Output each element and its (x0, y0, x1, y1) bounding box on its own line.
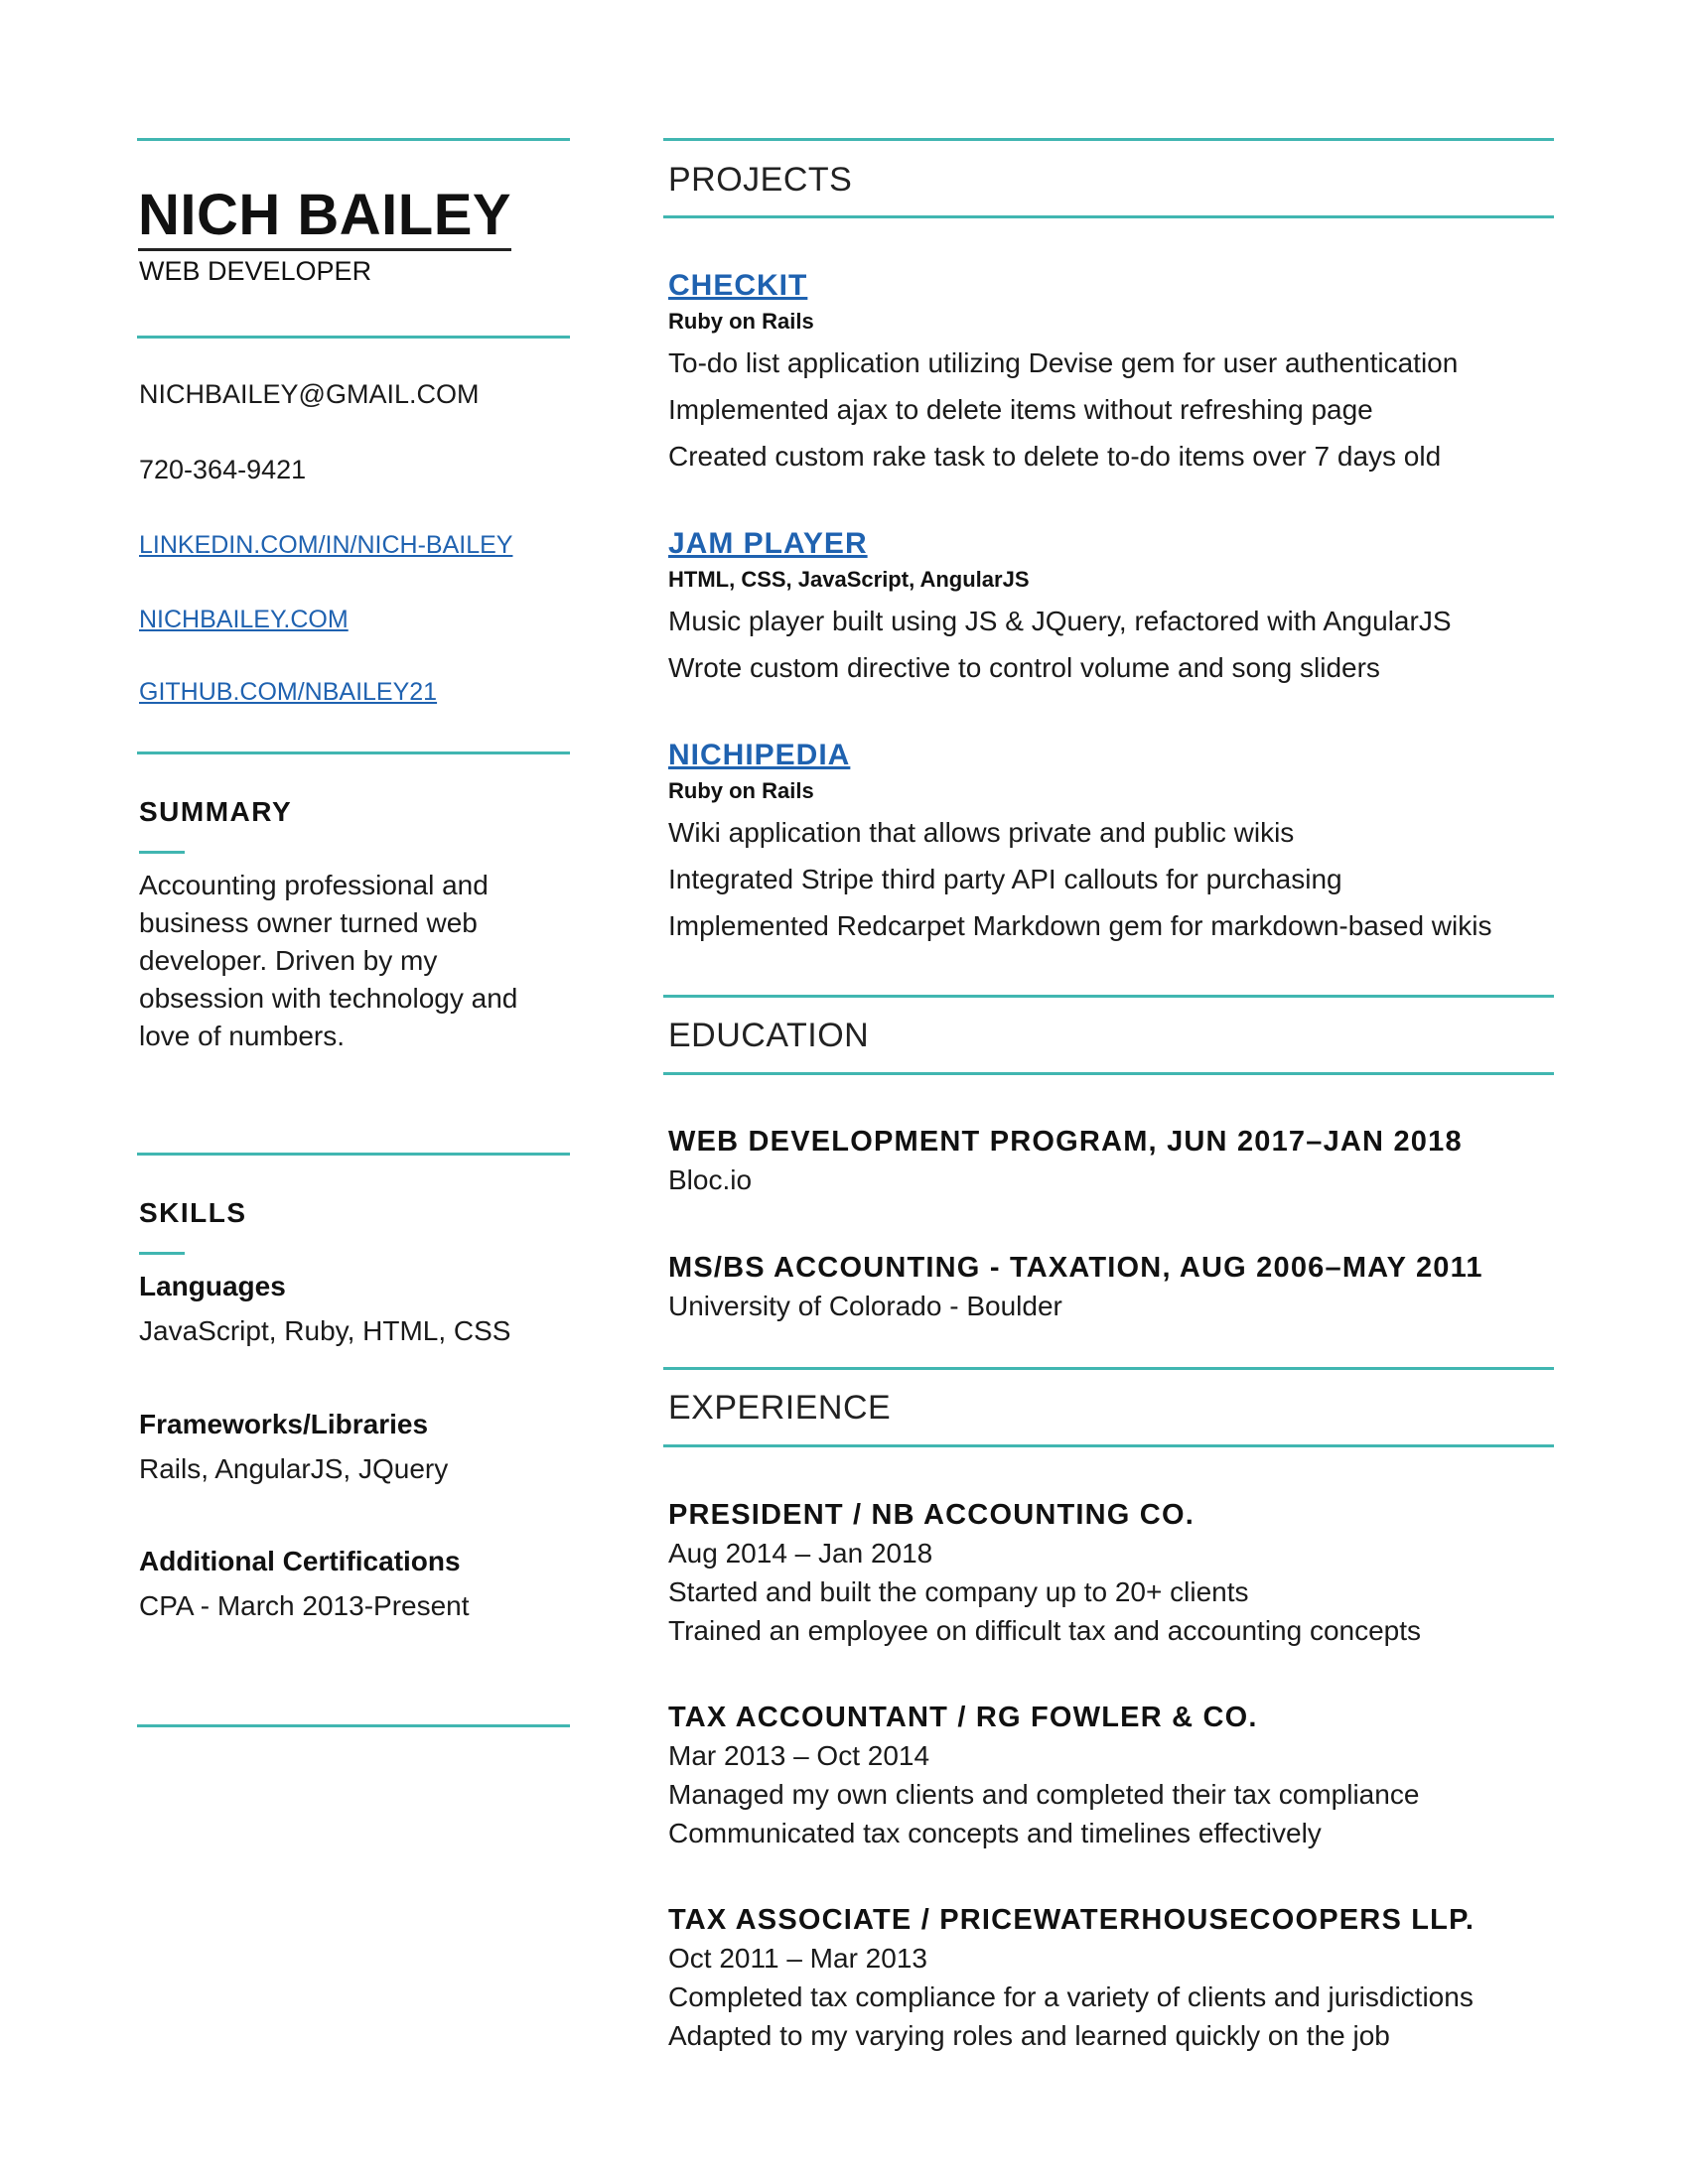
project-detail: Implemented ajax to delete items without refreshing page (668, 394, 1373, 425)
education-heading: EDUCATION (668, 1017, 870, 1054)
phone-text: 720-364-9421 (139, 455, 307, 484)
linkedin-link[interactable]: LINKEDIN.COM/IN/NICH-BAILEY (139, 531, 513, 559)
divider (663, 1444, 1554, 1447)
projects-heading: PROJECTS (668, 161, 853, 199)
divider (137, 1153, 570, 1156)
job-title: PRESIDENT / NB ACCOUNTING CO. (668, 1499, 1195, 1531)
divider (663, 995, 1554, 998)
job-detail: Started and built the company up to 20+ clients (668, 1576, 1249, 1607)
experience-heading: EXPERIENCE (668, 1389, 892, 1427)
education-title: MS/BS ACCOUNTING - TAXATION, AUG 2006–MAY 2011 (668, 1252, 1483, 1284)
heading-underline (139, 851, 185, 854)
project-title-link[interactable]: CHECKIT (668, 269, 808, 302)
education-title: WEB DEVELOPMENT PROGRAM, JUN 2017–JAN 2018 (668, 1126, 1463, 1158)
project-tech: Ruby on Rails (668, 778, 814, 803)
job-title: TAX ACCOUNTANT / RG FOWLER & CO. (668, 1702, 1258, 1733)
website-link[interactable]: NICHBAILEY.COM (139, 606, 349, 633)
job-detail: Adapted to my varying roles and learned quickly on the job (668, 2020, 1390, 2051)
divider (663, 1367, 1554, 1370)
job-title: TAX ASSOCIATE / PRICEWATERHOUSECOOPERS LLP. (668, 1904, 1476, 1936)
candidate-role: WEB DEVELOPER (139, 256, 372, 286)
skill-group-items: JavaScript, Ruby, HTML, CSS (139, 1315, 511, 1346)
summary-text: Accounting professional and business owner turned web developer. Driven by my obsession with technology and love of numbers. (139, 870, 518, 1051)
email-text: NICHBAILEY@GMAIL.COM (139, 379, 480, 409)
project-detail: Wiki application that allows private and public wikis (668, 817, 1295, 848)
job-dates: Aug 2014 – Jan 2018 (668, 1538, 933, 1569)
divider (137, 138, 570, 141)
project-detail: Implemented Redcarpet Markdown gem for markdown-based wikis (668, 910, 1492, 941)
divider (663, 138, 1554, 141)
project-detail: Created custom rake task to delete to-do items over 7 days old (668, 441, 1442, 472)
divider (663, 215, 1554, 218)
candidate-name: NICH BAILEY (138, 185, 511, 251)
skill-group-title: Frameworks/Libraries (139, 1409, 429, 1439)
divider (663, 1072, 1554, 1075)
skill-group-items: Rails, AngularJS, JQuery (139, 1453, 449, 1484)
project-detail: Integrated Stripe third party API callouts for purchasing (668, 864, 1342, 894)
skill-group-items: CPA - March 2013-Present (139, 1590, 470, 1621)
job-dates: Mar 2013 – Oct 2014 (668, 1740, 930, 1771)
job-detail: Completed tax compliance for a variety of clients and jurisdictions (668, 1981, 1474, 2012)
project-tech: Ruby on Rails (668, 309, 814, 334)
project-tech: HTML, CSS, JavaScript, AngularJS (668, 567, 1030, 592)
github-link[interactable]: GITHUB.COM/NBAILEY21 (139, 678, 438, 706)
project-title-link[interactable]: NICHIPEDIA (668, 739, 851, 771)
skill-group-title: Additional Certifications (139, 1546, 461, 1576)
project-title-link[interactable]: JAM PLAYER (668, 527, 868, 560)
project-detail: Wrote custom directive to control volume and song sliders (668, 652, 1380, 683)
job-detail: Managed my own clients and completed their tax compliance (668, 1779, 1420, 1810)
divider (137, 751, 570, 754)
skill-group-title: Languages (139, 1271, 286, 1301)
divider (137, 336, 570, 339)
summary-heading: SUMMARY (139, 796, 293, 827)
divider (137, 1724, 570, 1727)
job-detail: Communicated tax concepts and timelines effectively (668, 1818, 1322, 1848)
education-school: University of Colorado - Boulder (668, 1291, 1062, 1321)
education-school: Bloc.io (668, 1164, 753, 1195)
project-detail: Music player built using JS & JQuery, refactored with AngularJS (668, 606, 1452, 636)
job-detail: Trained an employee on difficult tax and accounting concepts (668, 1615, 1422, 1646)
job-dates: Oct 2011 – Mar 2013 (668, 1943, 927, 1974)
project-detail: To-do list application utilizing Devise gem for user authentication (668, 347, 1459, 378)
skills-heading: SKILLS (139, 1197, 247, 1228)
heading-underline (139, 1252, 185, 1255)
